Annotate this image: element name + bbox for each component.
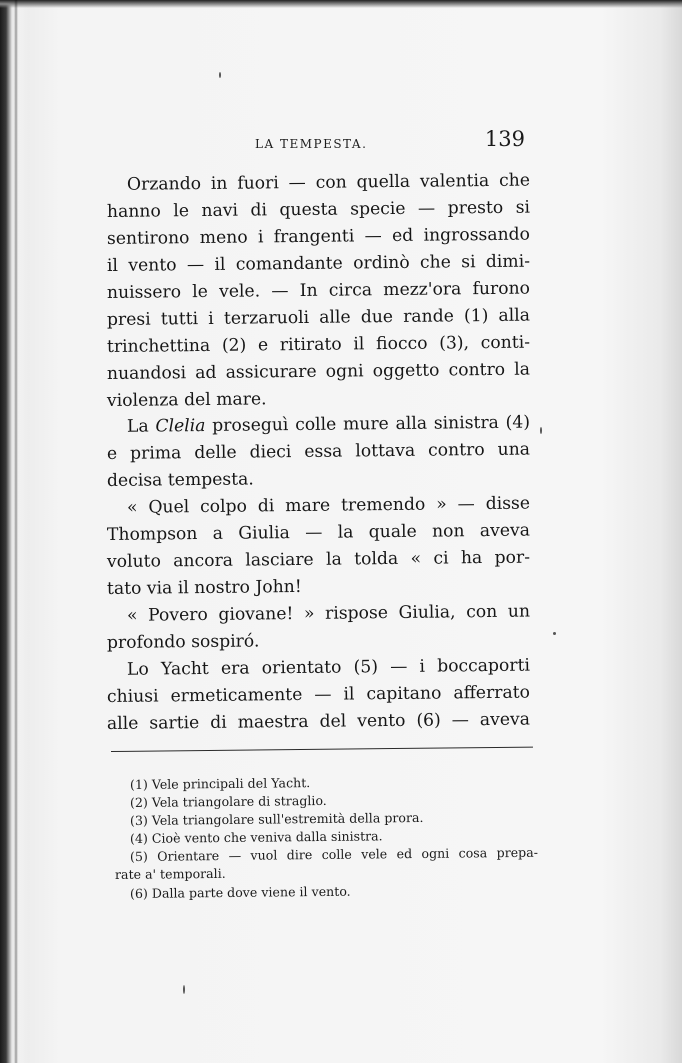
body-text bbox=[107, 172, 530, 738]
text-line: sentirono meno i frangenti — ed ingrossando bbox=[106, 224, 531, 249]
footnote-continuation: rate a' temporali. bbox=[114, 866, 226, 883]
text-line: Thompson a Giulia — la quale non aveva bbox=[106, 520, 531, 546]
text-line: il vento — il comandante ordinò che si dimi- bbox=[106, 251, 531, 276]
text-line: decisa tempesta. bbox=[106, 469, 254, 492]
text-line: violenza del mare. bbox=[106, 388, 267, 411]
footnote-divider bbox=[111, 747, 533, 752]
ship-name: Clelia bbox=[155, 416, 206, 437]
page-number: 139 bbox=[484, 127, 525, 151]
page-top-edge bbox=[0, 0, 682, 8]
footnote: (6) Dalla parte dove viene il vento. bbox=[129, 883, 351, 901]
text-line: chiusi ermeticamente — il capitano afferrato bbox=[106, 682, 531, 707]
ink-speck bbox=[540, 427, 542, 434]
line-prefix: La bbox=[126, 416, 156, 438]
text-line: hanno le navi di questa specie — presto si bbox=[106, 197, 531, 222]
footnotes bbox=[114, 775, 539, 903]
text-line: nuandosi ad assicurare ogni oggetto contro la bbox=[106, 359, 531, 384]
line-suffix: proseguì colle mure alla sinistra (4) bbox=[205, 413, 531, 437]
text-line: trinchettina (2) e ritirato il fiocco (3), conti- bbox=[106, 332, 531, 357]
ink-speck bbox=[183, 985, 185, 994]
text-line: Lo Yacht era orientato (5) — i boccaporti bbox=[126, 655, 531, 680]
text-line: « Povero giovane! » rispose Giulia, con un bbox=[126, 601, 531, 626]
text-line: alle sartie di maestra del vento (6) — aveva bbox=[106, 709, 531, 734]
footnote: (5) Orientare — vuol dire colle vele ed ogni cosa prepa- bbox=[129, 845, 539, 865]
text-line: profondo sospiró. bbox=[106, 631, 260, 653]
footnote: (3) Vela triangolare sull'estremità della prora. bbox=[129, 810, 424, 829]
footnote: (1) Vele principali del Yacht. bbox=[129, 775, 311, 792]
chapter-title: LA TEMPESTA. bbox=[255, 137, 368, 151]
text-line: presi tutti i terzaruoli alle due rande (1) alla bbox=[106, 305, 531, 330]
text-line: nuissero le vele. — In circa mezz'ora furono bbox=[106, 278, 531, 303]
text-line: e prima delle dieci essa lottava contro una bbox=[106, 439, 531, 465]
footnote: (2) Vela triangolare di straglio. bbox=[129, 793, 327, 811]
text-line: voluto ancora lasciare la tolda « ci ha por- bbox=[106, 547, 531, 573]
text-line: Orzando in fuori — con quella valentia che bbox=[126, 170, 531, 195]
ink-speck bbox=[219, 72, 221, 78]
text-line: « Quel colpo di mare tremendo » — disse bbox=[126, 493, 531, 519]
running-head bbox=[255, 127, 525, 157]
footnote: (4) Cioè vento che veniva dalla sinistra. bbox=[129, 828, 383, 847]
text-line: tato via il nostro John! bbox=[106, 577, 302, 600]
ink-speck bbox=[553, 632, 556, 635]
binding-shadow bbox=[14, 0, 18, 1063]
